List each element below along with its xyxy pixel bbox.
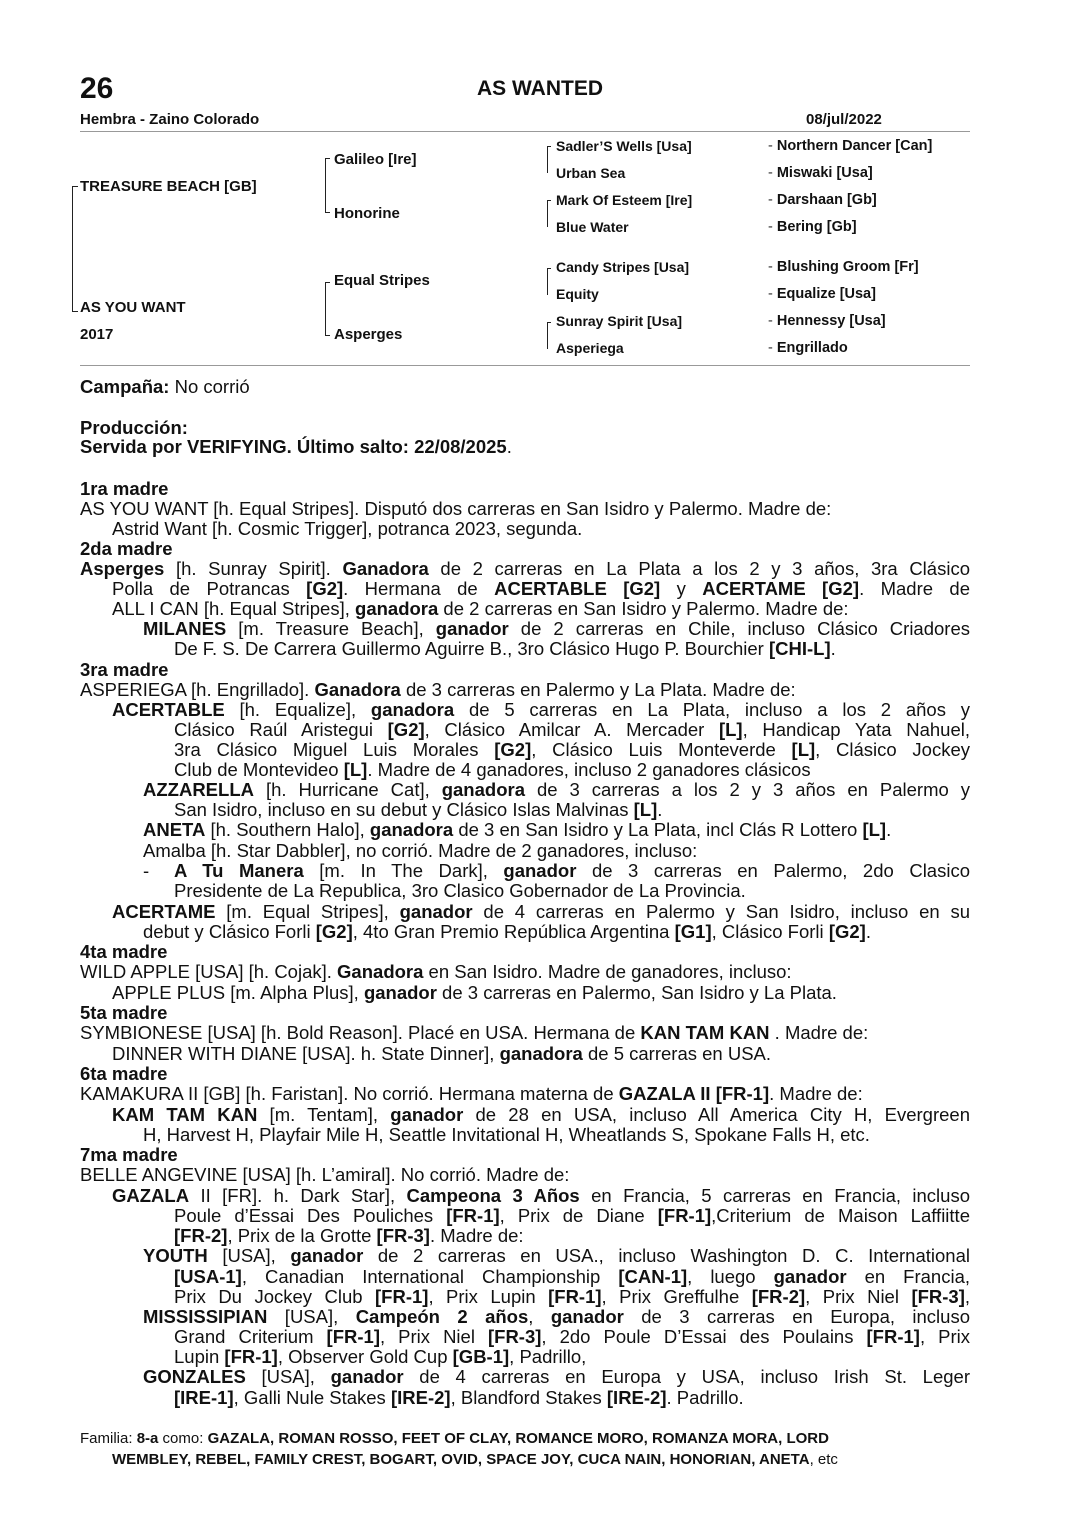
pedigree-g4: - Northern Dancer [Can]: [768, 138, 933, 154]
dam-line: APPLE PLUS [m. Alpha Plus], ganador de 3 carreras en Palermo, San Isidro y La Plata.: [112, 982, 837, 1003]
pedigree-g3: Sadler’S Wells [Usa]: [556, 138, 692, 154]
dam-line: debut y Clásico Forli [G2], 4to Gran Premio República Argentina [G1], Clásico Forli [G2].: [143, 921, 871, 942]
dam-heading: 6ta madre: [80, 1063, 168, 1084]
top-divider: [80, 131, 970, 132]
pedigree-dam: AS YOU WANT: [80, 299, 186, 316]
pedigree-g4: - Darshaan [Gb]: [768, 192, 877, 208]
dam-line: DINNER WITH DIANE [USA]. h. State Dinner], ganadora de 5 carreras en USA.: [112, 1043, 772, 1064]
pedigree-g4: - Blushing Groom [Fr]: [768, 259, 919, 275]
dam-line: Club de Montevideo [L]. Madre de 4 ganadores, incluso 2 ganadores clásicos: [174, 759, 811, 780]
dam-line: Polla de Potrancas [G2]. Hermana de ACERTABLE [G2] y ACERTAME [G2]. Madre de: [112, 578, 970, 599]
dam-line: Amalba [h. Star Dabbler], no corrió. Madre de 2 ganadores, incluso:: [143, 840, 698, 861]
dam-line: [USA-1], Canadian International Championship [CAN-1], luego ganador en Francia,: [174, 1266, 970, 1287]
dam-line: 3ra Clásico Miguel Luis Morales [G2], Clásico Luis Monteverde [L], Clásico Jockey: [174, 739, 970, 760]
dam-heading: 7ma madre: [80, 1144, 178, 1165]
dam-line-bullet: -: [143, 860, 150, 881]
dam-line: Lupin [FR-1], Observer Gold Cup [GB-1], Padrillo,: [174, 1346, 587, 1367]
dam-line: [FR-2], Prix de la Grotte [FR-3]. Madre de:: [174, 1225, 524, 1246]
dam-line: SYMBIONESE [USA] [h. Bold Reason]. Placé en USA. Hermana de KAN TAM KAN . Madre de:: [80, 1022, 869, 1043]
pedigree-g3: Sunray Spirit [Usa]: [556, 313, 683, 329]
dam-line: WILD APPLE [USA] [h. Cojak]. Ganadora en San Isidro. Madre de ganadores, incluso:: [80, 961, 792, 982]
family-line-1: Familia: 8-a como: GAZALA, ROMAN ROSSO, FEET OF CLAY, ROMANCE MORO, ROMANZA MORA, LORD: [80, 1430, 829, 1447]
dam-line: AZZARELLA [h. Hurricane Cat], ganadora de 3 carreras a los 2 y 3 años en Palermo y: [143, 779, 970, 800]
pedigree-dam-year: 2017: [80, 326, 114, 343]
pedigree-sire: TREASURE BEACH [GB]: [80, 178, 257, 195]
dam-line: ACERTABLE [h. Equalize], ganadora de 5 carreras en La Plata, incluso a los 2 años y: [112, 699, 970, 720]
dam-line: Grand Criterium [FR-1], Prix Niel [FR-3], 2do Poule D’Essai des Poulains [FR-1], Prix: [174, 1326, 970, 1347]
dam-line: YOUTH [USA], ganador de 2 carreras en USA., incluso Washington D. C. International: [143, 1245, 970, 1266]
production-served: Servida por VERIFYING. Último salto: 22/08/2025.: [80, 436, 512, 457]
dam-line: Prix Du Jockey Club [FR-1], Prix Lupin [FR-1], Prix Greffulhe [FR-2], Prix Niel [FR-3],: [174, 1286, 971, 1307]
pedigree-g3: Equity: [556, 286, 599, 302]
dam-heading: 5ta madre: [80, 1002, 168, 1023]
dam-line: Clásico Raúl Aristegui [G2], Clásico Amilcar A. Mercader [L], Handicap Yata Nahuel,: [174, 719, 970, 740]
dam-line: A Tu Manera [m. In The Dark], ganador de 3 carreras en Palermo, 2do Clasico: [174, 860, 970, 881]
dam-line: ACERTAME [m. Equal Stripes], ganador de 4 carreras en Palermo y San Isidro, incluso en su: [112, 901, 970, 922]
dam-heading: 4ta madre: [80, 941, 168, 962]
dam-line: ALL I CAN [h. Equal Stripes], ganadora de 2 carreras en San Isidro y Palermo. Madre de:: [112, 598, 849, 619]
horse-description: Hembra - Zaino Colorado: [80, 111, 260, 128]
dam-line: KAM TAM KAN [m. Tentam], ganador de 28 en USA, incluso All America City H, Evergreen: [112, 1104, 970, 1125]
date: 08/jul/2022: [806, 111, 882, 128]
pedigree-g3: Candy Stripes [Usa]: [556, 259, 690, 275]
dam-line: De F. S. De Carrera Guillermo Aguirre B., 3ro Clásico Hugo P. Bourchier [CHI-L].: [174, 638, 836, 659]
dam-line: ASPERIEGA [h. Engrillado]. Ganadora de 3 carreras en Palermo y La Plata. Madre de:: [80, 679, 796, 700]
family-line-2: WEMBLEY, REBEL, FAMILY CREST, BOGART, OVID, SPACE JOY, CUCA NAIN, HONORIAN, ANETA, etc: [112, 1451, 838, 1468]
lot-number: 26: [80, 72, 114, 105]
pedigree-g4: - Hennessy [Usa]: [768, 313, 886, 329]
pedigree-g3: Blue Water: [556, 219, 629, 235]
pedigree-g3: Mark Of Esteem [Ire]: [556, 192, 693, 208]
dam-line: MISSISSIPIAN [USA], Campeón 2 años, ganador de 3 carreras en Europa, incluso: [143, 1306, 970, 1327]
dam-line: Astrid Want [h. Cosmic Trigger], potranca 2023, segunda.: [112, 518, 583, 539]
pedigree-sire-sire: Galileo [Ire]: [334, 151, 417, 168]
pedigree-g4: - Bering [Gb]: [768, 219, 857, 235]
pedigree-divider: [80, 365, 970, 366]
horse-name: AS WANTED: [477, 77, 603, 100]
pedigree-g3: Asperiega: [556, 340, 624, 356]
pedigree-g4: - Equalize [Usa]: [768, 286, 876, 302]
pedigree-g4: - Engrillado: [768, 340, 848, 356]
dam-line: BELLE ANGEVINE [USA] [h. L’amiral]. No corrió. Madre de:: [80, 1164, 570, 1185]
dam-line: San Isidro, incluso en su debut y Clásico Islas Malvinas [L].: [174, 799, 663, 820]
pedigree-dam-dam: Asperges: [334, 326, 403, 343]
dam-heading: 2da madre: [80, 538, 173, 559]
dam-line: MILANES [m. Treasure Beach], ganador de 2 carreras en Chile, incluso Clásico Criadores: [143, 618, 970, 639]
pedigree-sire-dam: Honorine: [334, 205, 400, 222]
dam-line: Asperges [h. Sunray Spirit]. Ganadora de 2 carreras en La Plata a los 2 y 3 años, 3ra Clásico: [80, 558, 970, 579]
dam-line: GONZALES [USA], ganador de 4 carreras en Europa y USA, incluso Irish St. Leger: [143, 1366, 970, 1387]
pedigree-dam-sire: Equal Stripes: [334, 272, 430, 289]
dam-line: KAMAKURA II [GB] [h. Faristan]. No corrió. Hermana materna de GAZALA II [FR-1]. Madre de:: [80, 1083, 863, 1104]
dam-line: Poule d’Essai Des Pouliches [FR-1], Prix de Diane [FR-1],Criterium de Maison Laffiitte: [174, 1205, 970, 1226]
pedigree-g4: - Miswaki [Usa]: [768, 165, 873, 181]
dam-line: AS YOU WANT [h. Equal Stripes]. Disputó dos carreras en San Isidro y Palermo. Madre de:: [80, 498, 832, 519]
dam-heading: 1ra madre: [80, 478, 169, 499]
production-label: Producción:: [80, 417, 188, 438]
pedigree-g3: Urban Sea: [556, 165, 626, 181]
campaign: Campaña: No corrió: [80, 376, 250, 397]
dam-heading: 3ra madre: [80, 659, 169, 680]
dam-line: [IRE-1], Galli Nule Stakes [IRE-2], Blandford Stakes [IRE-2]. Padrillo.: [174, 1387, 744, 1408]
dam-line: H, Harvest H, Playfair Mile H, Seattle Invitational H, Wheatlands S, Spokane Falls H, etc.: [143, 1124, 870, 1145]
dam-line: Presidente de La Republica, 3ro Clasico Gobernador de La Provincia.: [174, 880, 746, 901]
dam-line: ANETA [h. Southern Halo], ganadora de 3 en San Isidro y La Plata, incl Clás R Lottero [L].: [143, 819, 892, 840]
dam-line: GAZALA II [FR]. h. Dark Star], Campeona 3 Años en Francia, 5 carreras en Francia, incluso: [112, 1185, 970, 1206]
